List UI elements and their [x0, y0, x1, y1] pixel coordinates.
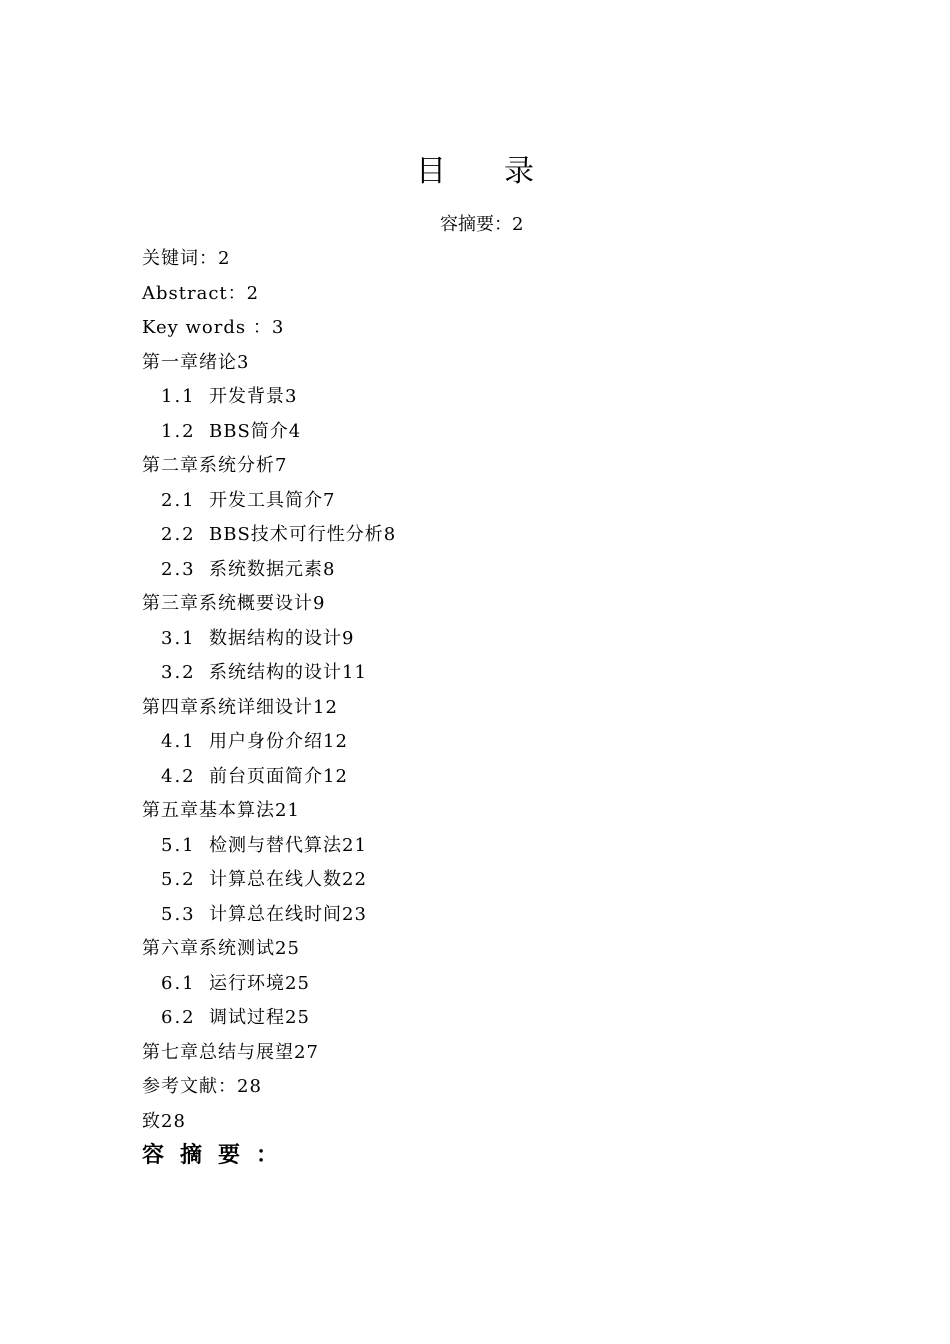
toc-entry-number: 6.1: [161, 972, 196, 994]
toc-entry-title: 系统结构的设计11: [209, 662, 367, 683]
toc-entry-number: 5.3: [161, 903, 196, 925]
toc-entry-title: 计算总在线人数22: [209, 869, 367, 890]
toc-entry[interactable]: [142, 970, 842, 1005]
toc-entry-title: 第二章系统分析7: [142, 455, 288, 476]
toc-entry-title: 检测与替代算法21: [209, 834, 367, 856]
toc-entry-number: 3.1: [161, 627, 196, 649]
toc-entry-number: 4.1: [161, 731, 196, 752]
toc-entry-title: 第七章总结与展望27: [142, 1041, 319, 1063]
toc-entry-title: 调试过程25: [209, 1007, 310, 1028]
toc-entry-number: 5.1: [161, 834, 196, 856]
toc-entry[interactable]: [142, 866, 842, 901]
toc-entry[interactable]: [142, 280, 842, 315]
toc-entry-title: 第六章系统测试25: [142, 938, 300, 959]
toc-entry-title: 开发背景3: [209, 386, 298, 407]
toc-entry[interactable]: [142, 763, 842, 798]
toc-entry[interactable]: [142, 694, 842, 729]
toc-entry[interactable]: [142, 383, 842, 418]
toc-entry-title: 开发工具简介7: [209, 489, 336, 511]
toc-entry[interactable]: [142, 901, 842, 936]
toc-entry-title: Abstract：2: [142, 282, 260, 304]
toc-entry-title: 数据结构的设计9: [209, 627, 355, 649]
toc-entry[interactable]: [142, 418, 842, 453]
toc-entry[interactable]: [142, 832, 842, 867]
toc-entry-title: 系统数据元素8: [209, 558, 336, 580]
toc-entry-number: 2.2: [161, 524, 196, 545]
toc-entry-title: 用户身份介绍12: [209, 731, 348, 752]
toc-entry[interactable]: [142, 659, 842, 694]
toc-entry-title: 第一章绪论3: [142, 351, 250, 373]
toc-entry-number: 1.2: [161, 420, 196, 442]
toc-entry-title: 参考文献：28: [142, 1076, 262, 1097]
toc-entry-number: 2.3: [161, 558, 196, 580]
toc-entry-title: BBS技术可行性分析8: [209, 524, 397, 545]
toc-entry-title: 计算总在线时间23: [209, 903, 367, 925]
toc-entry[interactable]: [142, 521, 842, 556]
abstract-heading: 容摘要：: [142, 1143, 295, 1168]
toc-entry[interactable]: [142, 314, 842, 349]
toc-entry-title: 第五章基本算法21: [142, 800, 300, 821]
toc-entry-number: 4.2: [161, 765, 196, 787]
toc-entry[interactable]: [142, 625, 842, 660]
toc-entry[interactable]: [142, 556, 842, 591]
toc-entry-number: 5.2: [161, 869, 196, 890]
toc-entry[interactable]: [142, 935, 842, 970]
toc-entry[interactable]: [142, 487, 842, 522]
toc-entry[interactable]: [142, 1108, 842, 1143]
toc-entry-number: 3.2: [161, 662, 196, 683]
toc-entry[interactable]: [142, 728, 842, 763]
toc-entry[interactable]: [142, 1004, 842, 1039]
toc-entry-title: 第三章系统概要设计9: [142, 593, 326, 614]
toc-entry-number: 2.1: [161, 489, 196, 511]
toc-entry-title: BBS简介4: [209, 420, 302, 442]
toc-entry[interactable]: [142, 590, 842, 625]
toc-entry-title: 关键词：2: [142, 248, 231, 269]
toc-list: [142, 245, 842, 1142]
toc-entry-number: 6.2: [161, 1007, 196, 1028]
toc-entry[interactable]: [142, 797, 842, 832]
toc-entry[interactable]: [142, 452, 842, 487]
toc-first-entry: 容摘要：2: [440, 214, 524, 235]
toc-entry-number: 1.1: [161, 386, 196, 407]
toc-entry[interactable]: [142, 1039, 842, 1074]
toc-entry[interactable]: [142, 245, 842, 280]
toc-entry[interactable]: [142, 349, 842, 384]
toc-entry[interactable]: [142, 1073, 842, 1108]
toc-entry-title: 致28: [142, 1110, 186, 1132]
toc-title: 目录: [416, 154, 592, 189]
toc-entry-title: 第四章系统详细设计12: [142, 696, 338, 718]
toc-entry-title: 运行环境25: [209, 972, 310, 994]
toc-entry-title: 前台页面简介12: [209, 765, 348, 787]
toc-entry-title: Key words ：3: [142, 317, 285, 338]
